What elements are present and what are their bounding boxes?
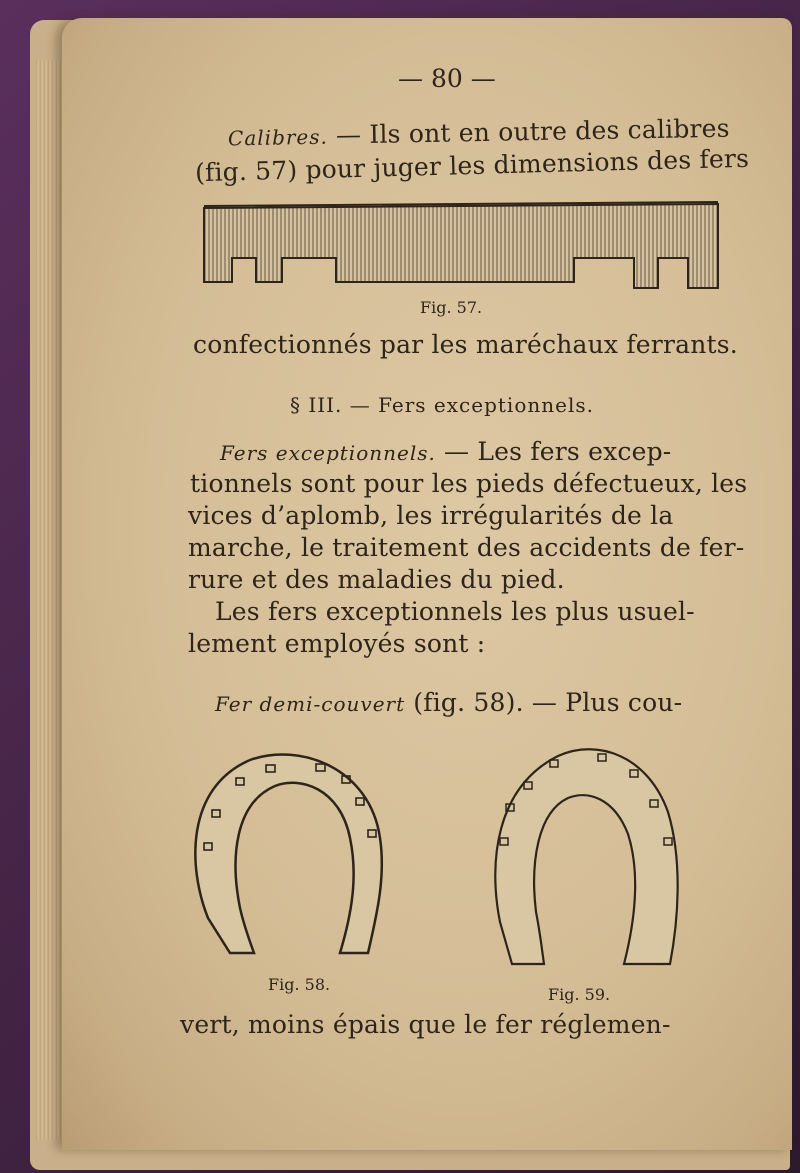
horseshoe-fig58	[190, 748, 390, 963]
text-line-12: vert, moins épais que le fer réglemen-	[180, 1010, 671, 1039]
horseshoe-fig59	[488, 742, 688, 967]
text-line-4: Fers exceptionnels. — Les fers excep-	[220, 437, 672, 466]
run-in-heading: Fers exceptionnels.	[220, 441, 436, 465]
fig58-caption: Fig. 58.	[268, 975, 331, 994]
calibre-gauge-figure	[196, 198, 726, 294]
fig59-caption: Fig. 59.	[548, 985, 611, 1004]
fig57-caption: Fig. 57.	[420, 298, 483, 317]
run-in-heading: Calibres.	[227, 124, 329, 151]
text-line-6: vices d’aplomb, les irrégularités de la	[188, 501, 674, 530]
text-line-11: Fer demi-couvert (fig. 58). — Plus cou-	[215, 688, 683, 717]
text-line-1: Calibres. — Ils ont en outre des calibres	[227, 113, 730, 151]
section-heading: § III. — Fers exceptionnels.	[290, 393, 594, 417]
text-line-9: Les fers exceptionnels les plus usuel-	[215, 597, 695, 626]
text-line-2: (fig. 57) pour juger les dimensions des fers	[194, 143, 750, 188]
text-line-3: confectionnés par les maréchaux ferrants.	[193, 330, 738, 359]
page-number: — 80 —	[398, 64, 496, 93]
text-line-5: tionnels sont pour les pieds défectueux, les	[190, 469, 748, 498]
text-line-10: lement employés sont :	[188, 629, 486, 658]
text-line-7: marche, le traitement des accidents de fer-	[188, 533, 745, 562]
run-in-heading: Fer demi-couvert	[215, 692, 406, 716]
text-line-8: rure et des maladies du pied.	[188, 565, 565, 594]
